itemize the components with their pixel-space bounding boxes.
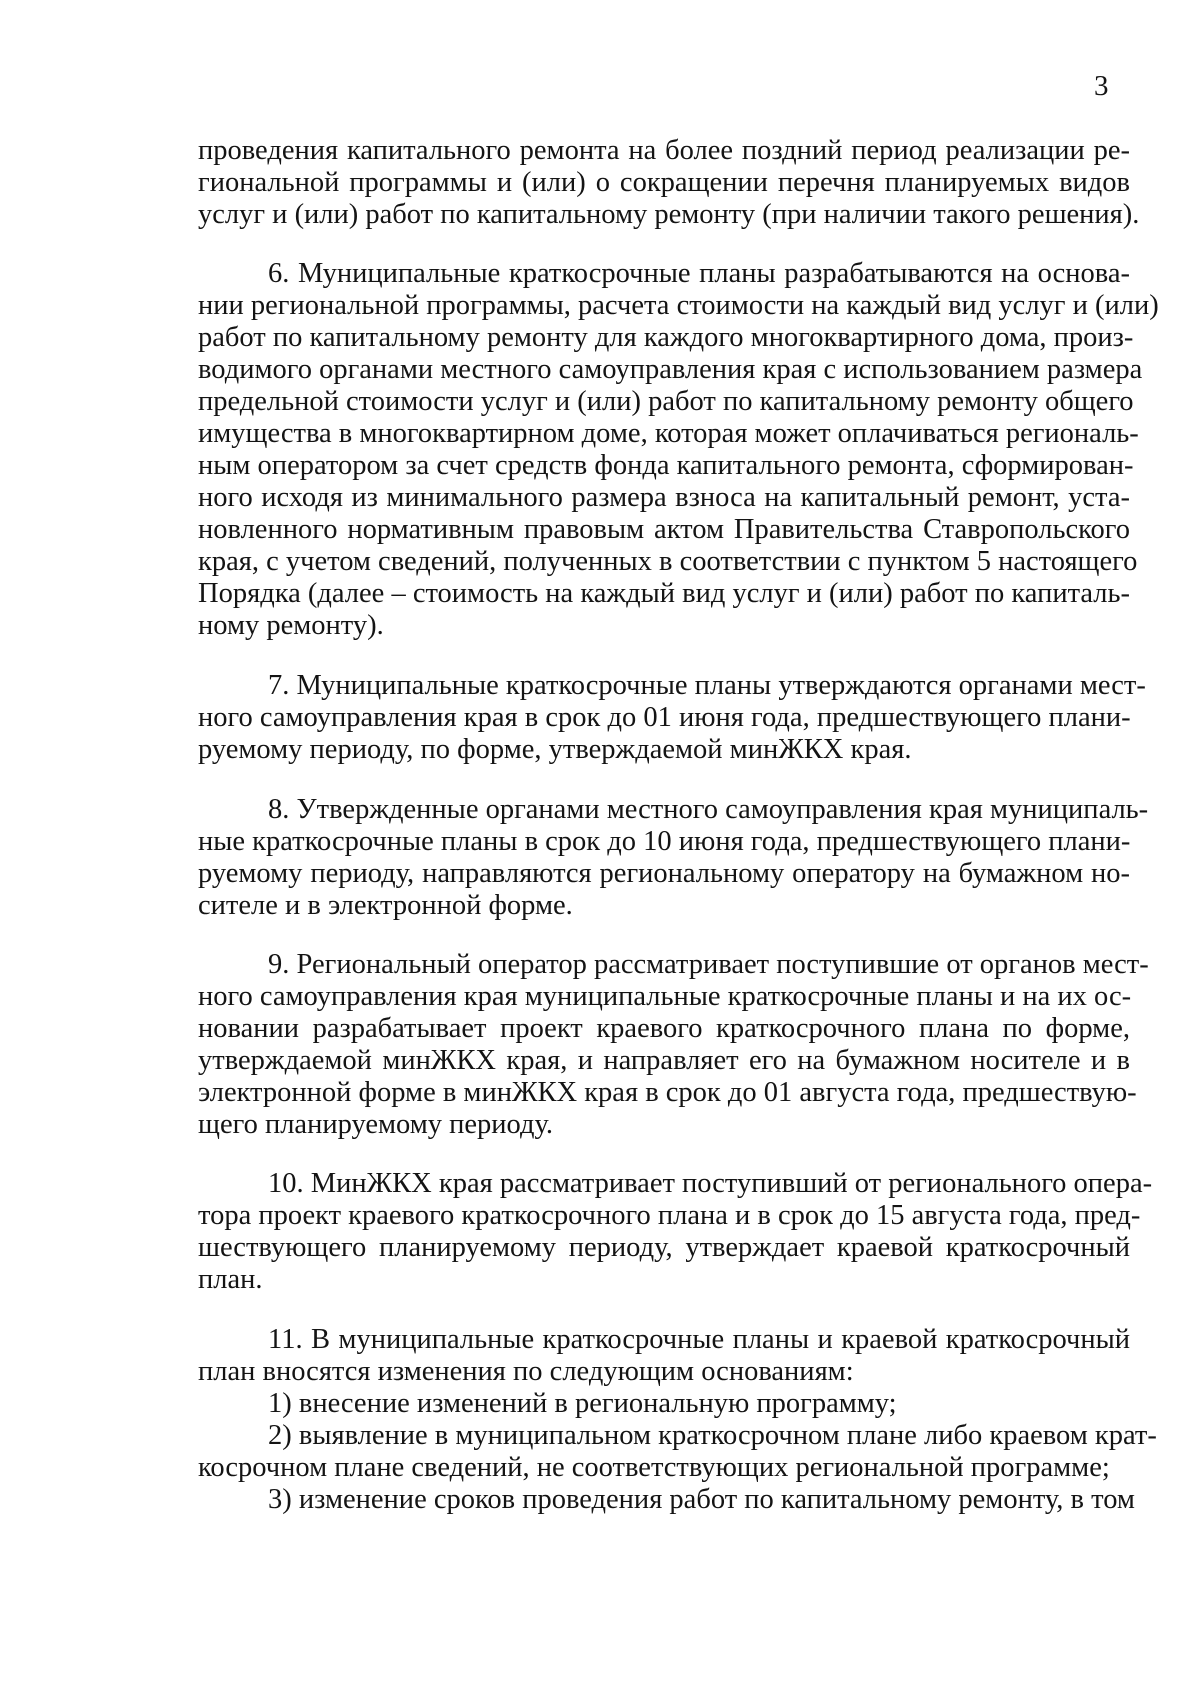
text-line: 3) изменение сроков проведения работ по капитальному ремонту, в том bbox=[268, 1484, 1135, 1515]
text-line: ному ремонту). bbox=[198, 610, 384, 641]
text-line: работ по капитальному ремонту для каждого многоквартирного дома, произ- bbox=[198, 322, 1134, 353]
text-line: новленного нормативным правовым актом Правительства Ставропольского bbox=[198, 514, 1130, 545]
text-line: руемому периоду, направляются региональному оператору на бумажном но- bbox=[198, 858, 1130, 889]
text-line: Порядка (далее – стоимость на каждый вид услуг и (или) работ по капиталь- bbox=[198, 578, 1130, 609]
text-line: 8. Утвержденные органами местного самоуправления края муниципаль- bbox=[268, 794, 1149, 825]
text-line: план. bbox=[198, 1264, 263, 1295]
text-line: услуг и (или) работ по капитальному ремонту (при наличии такого решения). bbox=[198, 199, 1140, 230]
text-line: план вносятся изменения по следующим основаниям: bbox=[198, 1356, 854, 1387]
text-line: ного исходя из минимального размера взноса на капитальный ремонт, уста- bbox=[198, 482, 1130, 513]
text-line: нии региональной программы, расчета стоимости на каждый вид услуг и (или) bbox=[198, 290, 1159, 321]
text-line: ного самоуправления края в срок до 01 июня года, предшествующего плани- bbox=[198, 702, 1131, 733]
text-line: щего планируемому периоду. bbox=[198, 1109, 553, 1140]
text-line: новании разрабатывает проект краевого краткосрочного плана по форме, bbox=[198, 1013, 1130, 1044]
text-line: ным оператором за счет средств фонда капитального ремонта, сформирован- bbox=[198, 450, 1134, 481]
text-line: тора проект краевого краткосрочного плана и в срок до 15 августа года, пред- bbox=[198, 1200, 1141, 1231]
text-line: электронной форме в минЖКХ края в срок до 01 августа года, предшествую- bbox=[198, 1077, 1137, 1108]
text-line: имущества в многоквартирном доме, которая может оплачиваться региональ- bbox=[198, 418, 1139, 449]
text-line: предельной стоимости услуг и (или) работ по капитальному ремонту общего bbox=[198, 386, 1134, 417]
text-line: гиональной программы и (или) о сокращении перечня планируемых видов bbox=[198, 167, 1130, 198]
text-line: 7. Муниципальные краткосрочные планы утверждаются органами мест- bbox=[268, 670, 1146, 701]
page-number: 3 bbox=[1094, 70, 1109, 102]
text-line: водимого органами местного самоуправления края с использованием размера bbox=[198, 354, 1143, 385]
text-line: 6. Муниципальные краткосрочные планы разрабатываются на основа- bbox=[268, 258, 1130, 289]
text-line: 1) внесение изменений в региональную программу; bbox=[268, 1388, 897, 1419]
text-line: края, с учетом сведений, полученных в соответствии с пунктом 5 настоящего bbox=[198, 546, 1138, 577]
text-line: ные краткосрочные планы в срок до 10 июня года, предшествующего плани- bbox=[198, 826, 1131, 857]
text-line: 2) выявление в муниципальном краткосрочном плане либо краевом крат- bbox=[268, 1420, 1157, 1451]
text-line: 10. МинЖКХ края рассматривает поступивший от регионального опера- bbox=[268, 1168, 1153, 1199]
text-line: сителе и в электронной форме. bbox=[198, 890, 573, 921]
text-line: шествующего планируемому периоду, утверждает краевой краткосрочный bbox=[198, 1232, 1130, 1263]
text-line: косрочном плане сведений, не соответствующих региональной программе; bbox=[198, 1452, 1110, 1483]
text-line: 9. Региональный оператор рассматривает поступившие от органов мест- bbox=[268, 949, 1149, 980]
text-line: 11. В муниципальные краткосрочные планы и краевой краткосрочный bbox=[268, 1324, 1130, 1355]
text-line: утверждаемой минЖКХ края, и направляет его на бумажном носителе и в bbox=[198, 1045, 1130, 1076]
text-line: ного самоуправления края муниципальные краткосрочные планы и на их ос- bbox=[198, 981, 1132, 1012]
text-line: руемому периоду, по форме, утверждаемой минЖКХ края. bbox=[198, 734, 912, 765]
text-line: проведения капитального ремонта на более поздний период реализации ре- bbox=[198, 135, 1130, 166]
